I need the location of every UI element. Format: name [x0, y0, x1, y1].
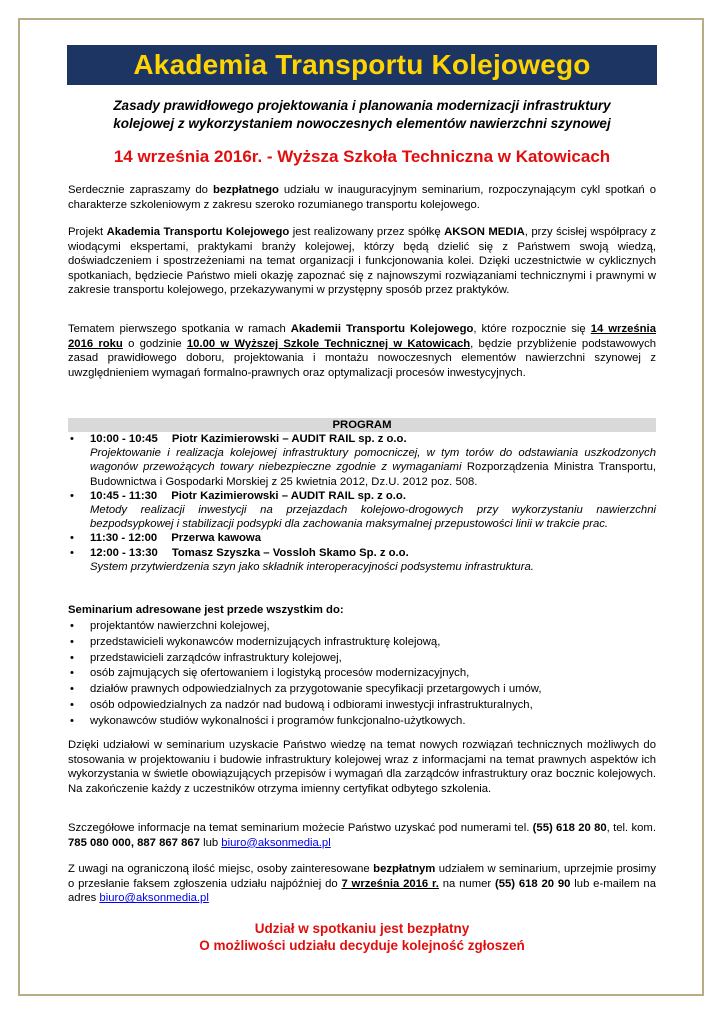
closing-notice — [67, 920, 657, 954]
closing-line-1: Udział w spotkaniu jest bezpłatny — [254, 921, 470, 936]
list-item: • osób odpowiedzialnych za nadzór nad budową i odbiorami inwestycji infrastrukturalnych, — [68, 698, 656, 714]
page-title: Akademia Transportu Kolejowego — [133, 49, 591, 80]
list-item: • projektantów nawierzchni kolejowej, — [68, 619, 656, 635]
intro-paragraph-2: Projekt Akademia Transportu Kolejowego jest realizowany przez spółkę AKSON MEDIA, przy ścisłej współpracy z wiodącymi ekspertami, praktykami branży kolejowej, którzy będą dzielić się z Państwem swoją wiedzą, doświadczeniem i spostrzeżeniami na temat organizacji i funkcjonowania kolei. Dzięki uczestnictwie w cyklicznych spotkaniach, będziecie Państwo mieli okazję zapoznać się z najnowszymi rozwiązaniami technicznymi i prawnymi w zakresie transportu kolejowego, przekazywanymi w przystępny sposób przez praktyków. — [68, 226, 656, 297]
list-item: • osób zajmujących się ofertowaniem i logistyką procesów modernizacyjnych, — [68, 666, 656, 682]
audience-list — [68, 619, 656, 730]
subtitle — [67, 97, 657, 133]
list-item: • działów prawnych odpowiedzialnych za przygotowanie specyfikacji przetargowych i umów, — [68, 682, 656, 698]
program-heading: PROGRAM — [68, 418, 656, 432]
subtitle-line-2: kolejowej z wykorzystaniem nowoczesnych elementów nawierzchni szynowej — [113, 116, 611, 131]
intro-paragraph-3: Tematem pierwszego spotkania w ramach Akademii Transportu Kolejowego, które rozpocznie się 14 września 2016 roku o godzinie 10.00 w Wyższej Szkole Technicznej w Katowicach, będzie przybliżenie podstawowych zasad prawidłowego doboru, projektowania i montażu nowoczesnych elementów nawierzchni szynowej z uwzględnieniem wymagań formalno-prawnych oraz optymalizacji procesów inwestycyjnych. — [68, 323, 657, 379]
program-item: • 10:45 - 11:30 Piotr Kazimierowski – AUDIT RAIL sp. z o.o. Metody realizacji inwestycji na przejazdach kolejowo-drogowych przy wykorzystaniu nawierzchni bezpodsypkowej i stabilizacji podsypki dla zachowania maksymalnej przepustowości linii w trakcie prac. — [68, 489, 656, 532]
email-link[interactable]: biuro@aksonmedia.pl — [99, 892, 209, 905]
event-date-location: 14 września 2016r. - Wyższa Szkoła Techniczna w Katowicach — [113, 147, 611, 166]
list-item: • wykonawców studiów wykonalności i programów funkcjonalno-użytkowych. — [68, 714, 656, 730]
intro-paragraph-1: Serdecznie zapraszamy do bezpłatnego udziału w inauguracyjnym seminarium, rozpoczynającym cykl spotkań o charakterze szkoleniowym z zakresu szeroko rozumianego transportu kolejowego. — [68, 184, 656, 211]
program-list — [68, 432, 656, 574]
program-item: • 11:30 - 12:00 Przerwa kawowa — [68, 531, 656, 545]
email-link[interactable]: biuro@aksonmedia.pl — [221, 836, 331, 849]
registration-paragraph: Z uwagi na ograniczoną ilość miejsc, osoby zainteresowane bezpłatnym udziałem w seminarium, uprzejmie prosimy o przesłanie faksem zgłoszenia udziału najpóźniej do 7 września 2016 r. na numer (55) 618 20 90 lub e-mailem na adres biuro@aksonmedia.pl — [68, 863, 656, 905]
title-banner — [67, 45, 657, 85]
list-item: • przedstawicieli wykonawców modernizujących infrastrukturę kolejową, — [68, 635, 656, 651]
closing-line-2: O możliwości udziału decyduje kolejność zgłoszeń — [199, 938, 525, 953]
audience-title: Seminarium adresowane jest przede wszystkim do: — [68, 604, 344, 616]
program-item: • 12:00 - 13:30 Tomasz Szyszka – Vossloh Skamo Sp. z o.o. System przytwierdzenia szyn jako składnik interoperacyjności podsystemu infrastruktura. — [68, 546, 656, 574]
list-item: • przedstawicieli zarządców infrastruktury kolejowej, — [68, 651, 656, 667]
contact-paragraph: Szczegółowe informacje na temat seminarium możecie Państwo uzyskać pod numerami tel. (55) 618 20 80, tel. kom. 785 080 000, 887 867 867 lub biuro@aksonmedia.pl — [68, 822, 656, 849]
subtitle-line-1: Zasady prawidłowego projektowania i planowania modernizacji infrastruktury — [113, 98, 611, 113]
benefits-paragraph: Dzięki udziałowi w seminarium uzyskacie Państwo wiedzę na temat nowych rozwiązań technicznych możliwych do stosowania w projektowaniu i budowie infrastruktury kolejowej wraz z informacjami na temat prawnych aspektów ich wykorzystania w świetle obowiązujących przepisów i wymagań dla zarządców infrastruktury oraz bocznic kolejowych. Na zakończenie każdy z uczestników otrzyma imienny certyfikat odbytego szkolenia. — [68, 739, 656, 795]
program-item: • 10:00 - 10:45 Piotr Kazimierowski – AUDIT RAIL sp. z o.o. Projektowanie i realizacja kolejowej infrastruktury pomocniczej, w tym torów do odstawiania uszkodzonych wagonów przewożących towary niebezpieczne zgodnie z wymaganiami Rozporządzenia Ministra Transportu, Budownictwa i Gospodarki Morskiej z 25 kwietnia 2012, Dz.U. 2012 poz. 508. — [68, 432, 656, 489]
